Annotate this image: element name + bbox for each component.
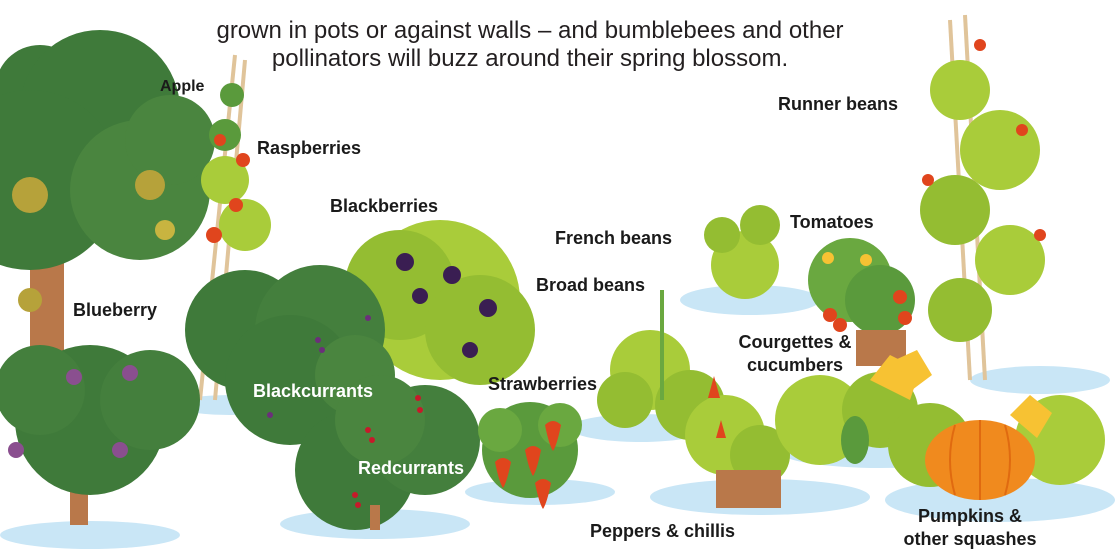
french-bean-plant [704, 205, 780, 299]
label-peppers: Peppers & chillis [590, 521, 736, 541]
intro-text-line-2: grown in pots or against walls – and bumblebees and other [216, 17, 844, 44]
label-blackcurrants: Blackcurrants [253, 381, 374, 401]
blueberry-bush [0, 345, 200, 525]
label-redcurrants: Redcurrants [358, 458, 465, 478]
label-blueberry: Blueberry [73, 300, 158, 320]
intro-text-line-3: pollinators will buzz around their spring blossom. [271, 45, 789, 72]
label-broad-beans: Broad beans [536, 275, 646, 295]
label-runner-beans: Runner beans [778, 94, 899, 114]
label-pumpkins-line-1: Pumpkins & [917, 506, 1023, 526]
label-courgettes-line-2: cucumbers [746, 355, 844, 375]
label-apple: Apple [160, 78, 205, 95]
label-french-beans: French beans [555, 228, 673, 248]
label-tomatoes: Tomatoes [790, 212, 874, 232]
label-blackberries: Blackberries [330, 196, 439, 216]
label-raspberries: Raspberries [257, 138, 362, 158]
label-strawberries: Strawberries [488, 374, 598, 394]
label-pumpkins-line-2: other squashes [903, 529, 1037, 549]
label-courgettes-line-1: Courgettes & [738, 332, 852, 352]
